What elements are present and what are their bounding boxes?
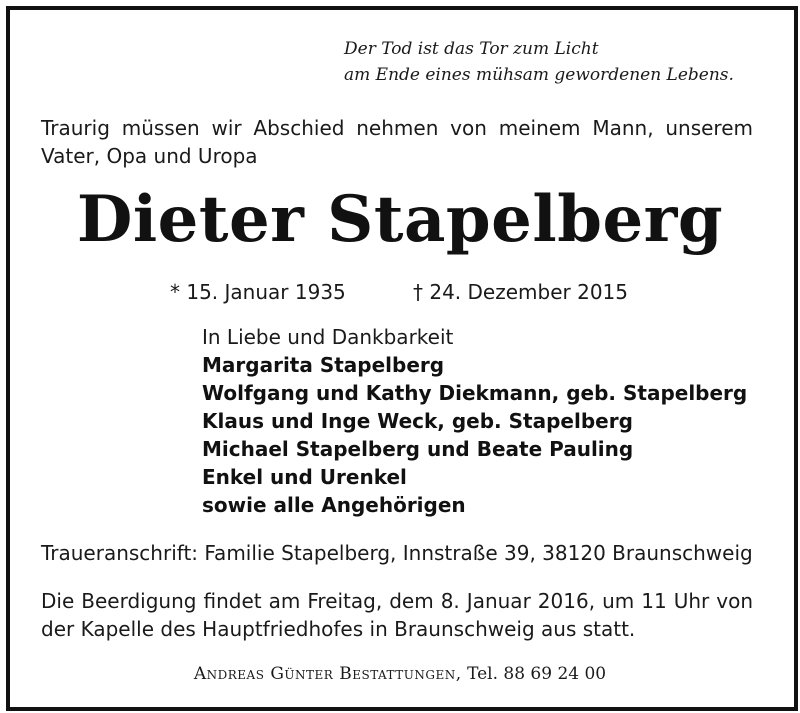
intro-paragraph	[41, 114, 753, 170]
intro-line-1: Traurig müssen wir Abschied nehmen von meinem Mann, unserem	[41, 116, 753, 140]
mourner-name: Margarita Stapelberg	[202, 353, 445, 377]
mourners-list	[202, 323, 762, 519]
funeral-notice	[41, 587, 753, 643]
quote-line-2: am Ende eines mühsam gewordenen Lebens.	[344, 65, 734, 85]
mourning-address: Traueranschrift: Familie Stapelberg, Innstraße 39, 38120 Braunschweig	[41, 541, 753, 565]
funeral-home-name: Andreas Günter Bestattungen,	[193, 664, 462, 684]
funeral-line-1: Die Beerdigung findet am Freitag, dem 8. Januar 2016, um 11 Uhr von	[41, 589, 753, 613]
mourner-name: Klaus und Inge Weck, geb. Stapelberg	[202, 409, 633, 433]
mourners-heading: In Liebe und Dankbarkeit	[202, 325, 454, 349]
deceased-name: Dieter Stapelberg	[76, 182, 724, 257]
quote-line-1: Der Tod ist das Tor zum Licht	[344, 39, 599, 59]
mourner-name: Wolfgang und Kathy Diekmann, geb. Stapelberg	[202, 381, 748, 405]
mourner-name: Michael Stapelberg und Beate Pauling	[202, 437, 634, 461]
death-date: † 24. Dezember 2015	[413, 280, 628, 304]
birth-date: * 15. Januar 1935	[170, 280, 346, 304]
funeral-home-footer	[0, 661, 800, 687]
intro-line-2: Vater, Opa und Uropa	[41, 144, 258, 168]
funeral-home-phone: Tel. 88 69 24 00	[467, 664, 607, 684]
epigraph-quote	[344, 36, 764, 88]
mourner-name: Enkel und Urenkel	[202, 465, 407, 489]
funeral-line-2: der Kapelle des Hauptfriedhofes in Braunschweig aus statt.	[41, 617, 636, 641]
mourner-name: sowie alle Angehörigen	[202, 493, 466, 517]
